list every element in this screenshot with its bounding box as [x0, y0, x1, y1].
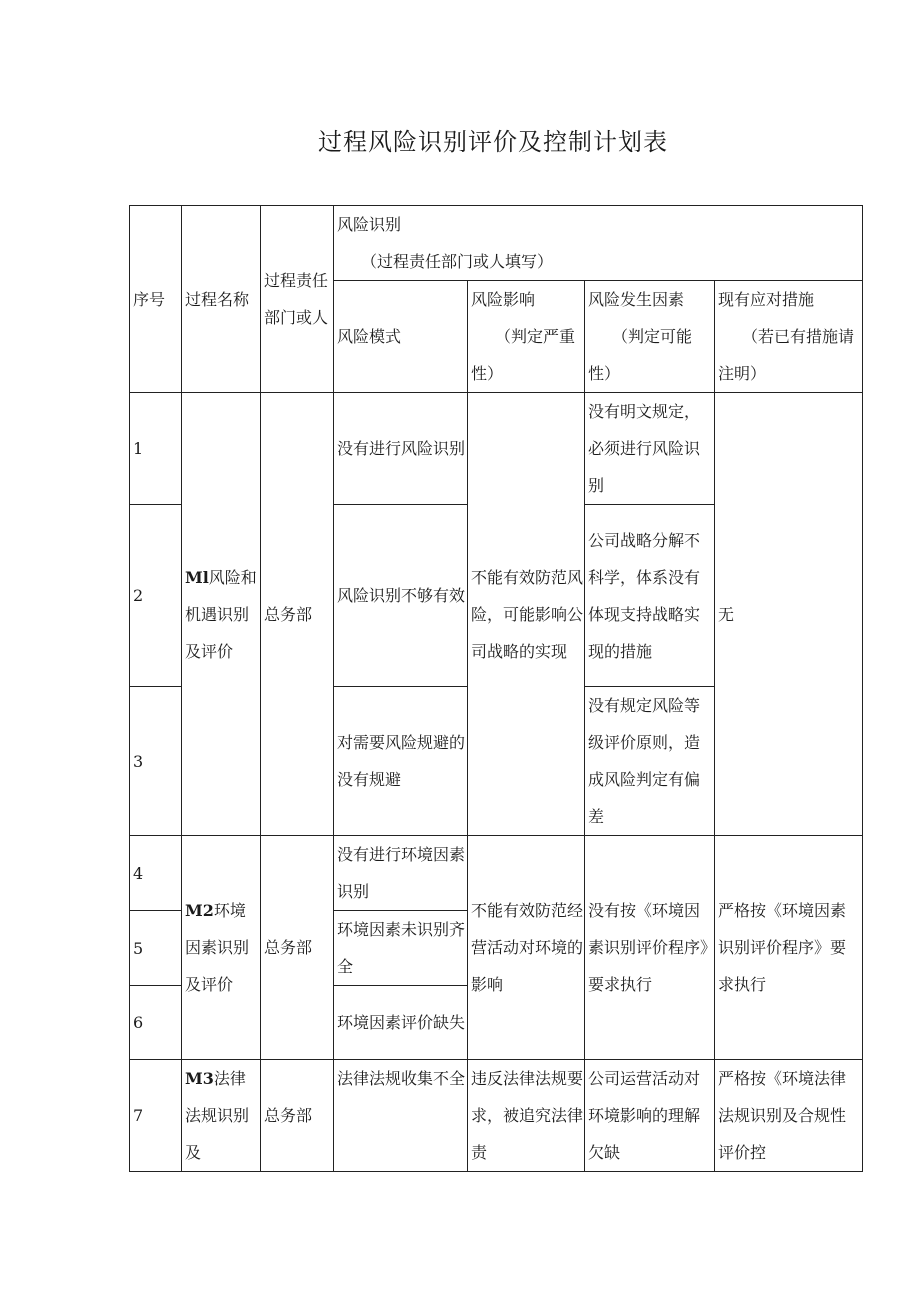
existing-measure: 严格按《环境法律法规识别及合规性评价控: [715, 1060, 863, 1172]
header-row-1: [130, 206, 863, 281]
row-number: 5: [130, 911, 182, 986]
header-measure-note: （若已有措施请注明）: [718, 327, 855, 383]
risk-factor: 没有规定风险等级评价原则，造成风险判定有偏差: [585, 687, 715, 836]
process-name: 法律法规识别及: [185, 1069, 250, 1162]
risk-impact: 不能有效防范经营活动对环境的影响: [468, 836, 585, 1060]
risk-mode: 对需要风险规避的没有规避: [334, 687, 468, 836]
risk-mode: 环境因素未识别齐全: [334, 911, 468, 986]
header-factor-note: （判定可能性）: [588, 327, 693, 383]
process-code: M2: [185, 901, 214, 920]
row-number: 6: [130, 986, 182, 1060]
process-name: 环境因素识别及评价: [185, 901, 250, 994]
risk-plan-table: [129, 205, 863, 1172]
row-number: 2: [130, 505, 182, 687]
header-measure-label: 现有应对措施: [718, 290, 815, 309]
risk-factor: 公司战略分解不科学，体系没有体现支持战略实现的措施: [585, 505, 715, 687]
process-name-cell: [182, 836, 261, 1060]
header-impact: [468, 281, 585, 393]
header-risk-id-label: 风险识别: [337, 215, 402, 234]
dept-cell: 总务部: [261, 393, 334, 836]
risk-mode: 没有进行风险识别: [334, 393, 468, 505]
header-mode: 风险模式: [334, 281, 468, 393]
header-dept: 过程责任部门或人: [261, 206, 334, 393]
process-name: 风险和机遇识别及评价: [185, 567, 257, 661]
header-impact-note: （判定严重性）: [471, 327, 576, 383]
risk-impact: 不能有效防范风险，可能影响公司战略的实现: [468, 393, 585, 836]
header-factor-label: 风险发生因素: [588, 290, 685, 309]
existing-measure: 无: [715, 393, 863, 836]
dept-cell: 总务部: [261, 836, 334, 1060]
row-number: 7: [130, 1060, 182, 1172]
process-name-cell: [182, 393, 261, 836]
process-name-cell: [182, 1060, 261, 1172]
risk-factor: 公司运营活动对环境影响的理解欠缺: [585, 1060, 715, 1172]
header-seq: 序号: [130, 206, 182, 393]
header-risk-id-note: （过程责任部门或人填写）: [361, 252, 554, 271]
row-number: 4: [130, 836, 182, 911]
risk-factor: 没有按《环境因素识别评价程序》要求执行: [585, 836, 715, 1060]
header-risk-identification: [334, 206, 863, 281]
header-impact-label: 风险影响: [471, 290, 536, 309]
dept-cell: 总务部: [261, 1060, 334, 1172]
risk-mode: 没有进行环境因素识别: [334, 836, 468, 911]
risk-factor: 没有明文规定，必须进行风险识别: [585, 393, 715, 505]
header-process-name: 过程名称: [182, 206, 261, 393]
header-factor: [585, 281, 715, 393]
risk-impact: 违反法律法规要求，被追究法律责: [468, 1060, 585, 1172]
process-code: M3: [185, 1069, 214, 1088]
process-code: Ml: [185, 567, 209, 587]
table-row: [130, 1060, 863, 1172]
risk-mode: 风险识别不够有效: [334, 505, 468, 687]
row-number: 1: [130, 393, 182, 505]
row-number: 3: [130, 687, 182, 836]
risk-mode: 法律法规收集不全: [334, 1060, 468, 1172]
existing-measure: 严格按《环境因素识别评价程序》要求执行: [715, 836, 863, 1060]
header-measure: [715, 281, 863, 393]
table-row: [130, 836, 863, 911]
table-row: [130, 393, 863, 505]
page-title: 过程风险识别评价及控制计划表: [318, 128, 668, 156]
risk-mode: 环境因素评价缺失: [334, 986, 468, 1060]
